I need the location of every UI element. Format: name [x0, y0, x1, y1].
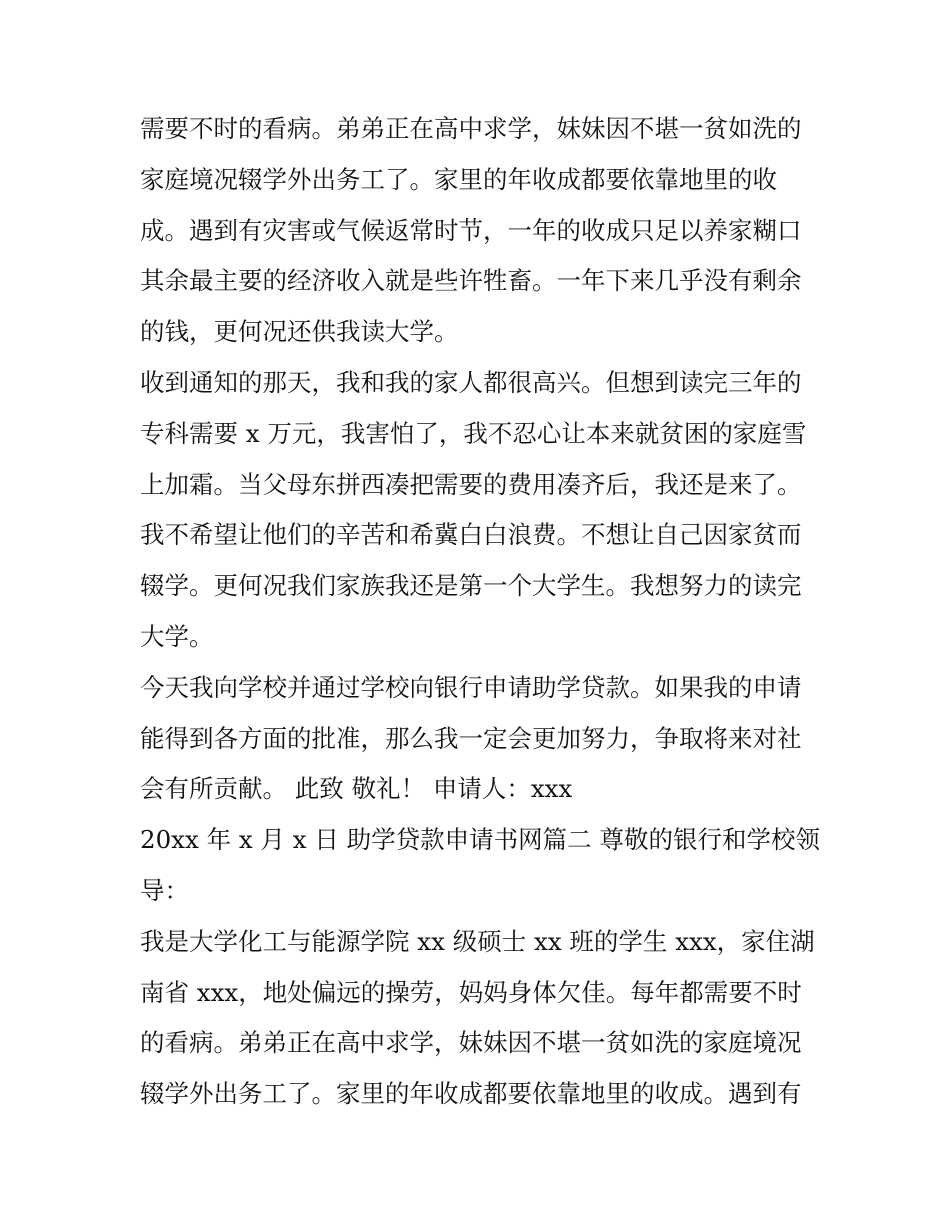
text-line: 20xx 年 x 月 x 日 助学贷款申请书网篇二 尊敬的银行和学校领 — [140, 825, 820, 855]
text-line: 的钱，更何况还供我读大学。 — [140, 317, 459, 347]
text-line: 能得到各方面的批准，那么我一定会更加努力，争取将来对社 — [140, 723, 802, 753]
text-line: 其余最主要的经济收入就是些许牲畜。一年下来几乎没有剩余 — [140, 266, 802, 296]
text-line: 导： — [140, 875, 189, 905]
text-line: 的看病。弟弟正在高中求学，妹妹因不堪一贫如洗的家庭境况 — [140, 1028, 802, 1058]
text-line: 大学。 — [140, 621, 214, 651]
text-line: 辍学。更何况我们家族我还是第一个大学生。我想努力的读完 — [140, 571, 802, 601]
text-line: 我是大学化工与能源学院 xx 级硕士 xx 班的学生 xxx，家住湖 — [140, 926, 815, 956]
text-line: 今天我向学校并通过学校向银行申请助学贷款。如果我的申请 — [140, 672, 802, 702]
text-line: 我不希望让他们的辛苦和希冀白白浪费。不想让自己因家贫而 — [140, 520, 802, 550]
text-line: 上加霜。当父母东拼西凑把需要的费用凑齐后，我还是来了。 — [140, 469, 802, 499]
text-line: 收到通知的那天，我和我的家人都很高兴。但想到读完三年的 — [140, 367, 802, 397]
text-line: 辍学外出务工了。家里的年收成都要依靠地里的收成。遇到有 — [140, 1079, 802, 1109]
text-line: 专科需要 x 万元，我害怕了，我不忍心让本来就贫困的家庭雪 — [140, 418, 807, 448]
document-body — [140, 104, 830, 1120]
text-line: 需要不时的看病。弟弟正在高中求学，妹妹因不堪一贫如洗的 — [140, 114, 802, 143]
text-line: 家庭境况辍学外出务工了。家里的年收成都要依靠地里的收 — [140, 164, 777, 194]
text-line: 成。遇到有灾害或气候返常时节，一年的收成只足以养家糊口 — [140, 215, 802, 245]
text-line: 会有所贡献。 此致 敬礼！ 申请人：xxx — [140, 774, 573, 804]
text-line: 南省 xxx，地处偏远的操劳，妈妈身体欠佳。每年都需要不时 — [140, 977, 802, 1007]
